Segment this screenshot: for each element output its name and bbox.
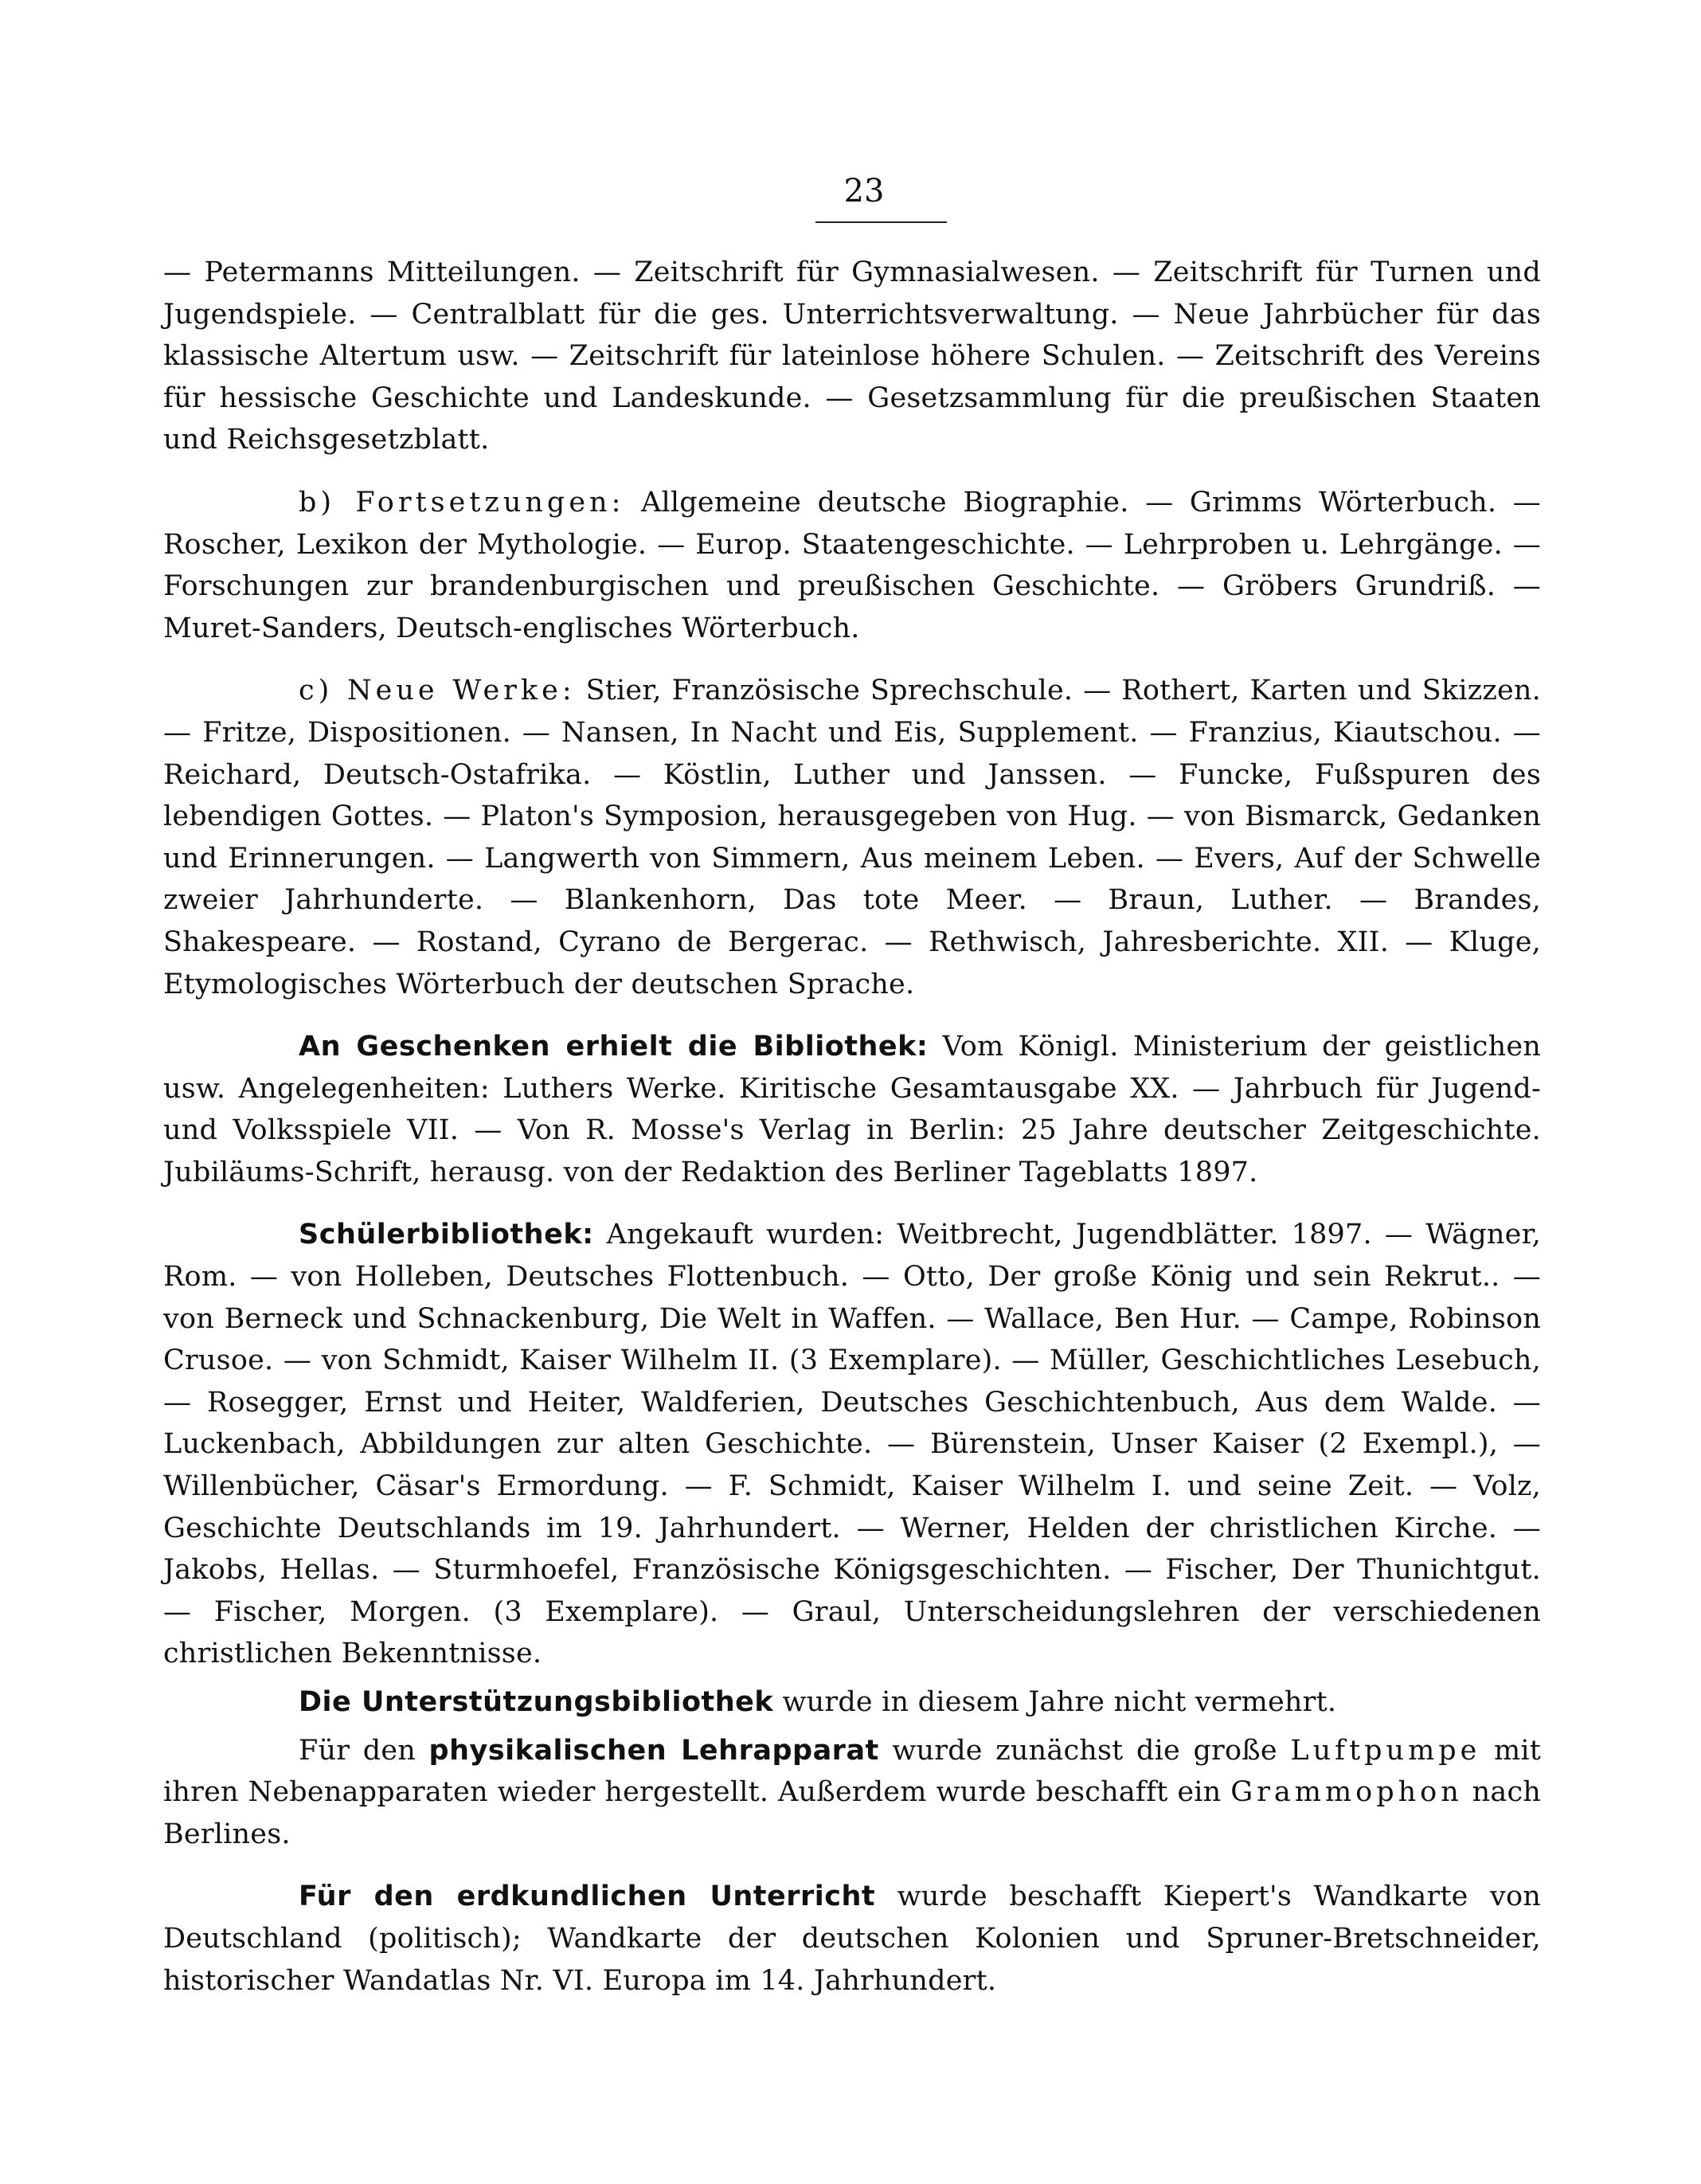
air-pump-term: Luftpumpe: [1290, 1734, 1481, 1767]
new-works-label: c) Neue Werke:: [299, 675, 576, 707]
support-library-heading: Die Unterstützungsbibliothek: [299, 1686, 774, 1718]
physics-text-2: mit ihren Nebenapparaten wieder hergestellt. Außerdem wurde beschafft ein: [163, 1734, 1541, 1809]
physics-heading: physikalischen Lehrapparat: [428, 1734, 879, 1767]
geography-heading: Für den erdkundlichen Unterricht: [299, 1881, 876, 1913]
continuations-label: b) Fortsetzungen:: [299, 486, 625, 519]
new-works-text: Stier, Französische Sprechschule. — Rothert, Karten und Skizzen. — Fritze, Dispositionen. — Nansen, In Nacht und Eis, Supplement. — Franzius, Kiautschou. — Reichard, Deutsch-Ostafrika. — Köstlin, Luther und Janssen. — Funcke, Fußspuren des lebendigen Gottes. — Platon's Symposion, herausgegeben von Hug. — von Bismarck, Gedanken und Erinnerungen. — Langwerth von Simmern, Aus meinem Leben. — Evers, Auf der Schwelle zweier Jahrhunderte. — Blankenhorn, Das tote Meer. — Braun, Luther. — Brandes, Shakespeare. — Rostand, Cyrano de Bergerac. — Rethwisch, Jahresberichte. XII. — Kluge, Etymologisches Wörterbuch der deutschen Sprache.: [163, 675, 1541, 1000]
physics-paragraph: [163, 1730, 1541, 1856]
support-library-text: wurde in diesem Jahre nicht vermehrt.: [773, 1686, 1337, 1718]
document-page: [163, 175, 1541, 2002]
geography-paragraph: [163, 1876, 1541, 2002]
gifts-heading: An Geschenken erhielt die Bibliothek:: [299, 1031, 929, 1063]
geography-text: wurde beschafft Kiepert's Wandkarte von Deutschland (politisch); Wandkarte der deutschen Kolonien und Spruner-Bretschneider, historischer Wandatlas Nr. VI. Europa im 14. Jahrhundert.: [163, 1881, 1541, 1997]
new-works-paragraph: [163, 670, 1541, 1005]
gifts-paragraph: [163, 1026, 1541, 1193]
physics-text-3: nach Berlines.: [163, 1776, 1541, 1850]
gramophone-term: Grammophon: [1230, 1776, 1463, 1809]
continuations-paragraph: [163, 482, 1541, 649]
support-library-paragraph: [163, 1681, 1541, 1724]
student-library-paragraph: [163, 1214, 1541, 1675]
student-library-text: Angekauft wurden: Weitbrecht, Jugendblätter. 1897. — Wägner, Rom. — von Holleben, Deutsches Flottenbuch. — Otto, Der große König und sein Rekrut.. — von Berneck und Schnackenburg, Die Welt in Waffen. — Wallace, Ben Hur. — Campe, Robinson Crusoe. — von Schmidt, Kaiser Wilhelm II. (3 Exemplare). — Müller, Geschichtliches Lesebuch, — Rosegger, Ernst und Heiter, Waldferien, Deutsches Geschichtenbuch, Aus dem Walde. — Luckenbach, Abbildungen zur alten Geschichte. — Bürenstein, Unser Kaiser (2 Exempl.), — Willenbücher, Cäsar's Ermordung. — F. Schmidt, Kaiser Wilhelm I. und seine Zeit. — Volz, Geschichte Deutschlands im 19. Jahrhundert. — Werner, Helden der christlichen Kirche. — Jakobs, Hellas. — Sturmhoefel, Französische Königsgeschichten. — Fischer, Der Thunichtgut. — Fischer, Morgen. (3 Exemplare). — Graul, Unterscheidungslehren der verschiedenen christlichen Bekenntnisse.: [163, 1219, 1541, 1670]
student-library-heading: Schülerbibliothek:: [299, 1219, 594, 1251]
periodicals-paragraph: — Petermanns Mitteilungen. — Zeitschrift für Gymnasialwesen. — Zeitschrift für Turnen und Jugendspiele. — Centralblatt für die ges. Unterrichtsverwaltung. — Neue Jahrbücher für das klassische Altertum usw. — Zeitschrift für lateinlose höhere Schulen. — Zeitschrift des Vereins für hessische Geschichte und Landeskunde. — Gesetzsammlung für die preußischen Staaten und Reichsgesetzblatt.: [163, 256, 1541, 456]
page-number-rule: [815, 221, 947, 223]
continuations-text: Allgemeine deutsche Biographie. — Grimms Wörterbuch. — Roscher, Lexikon der Mythologie. — Europ. Staatengeschichte. — Lehrproben u. Lehrgänge. — Forschungen zur brandenburgischen und preußischen Geschichte. — Gröbers Grundriß. — Muret-Sanders, Deutsch-englisches Wörterbuch.: [163, 486, 1541, 644]
page-number: 23: [843, 173, 885, 209]
physics-text-1: wurde zunächst die große: [878, 1734, 1291, 1767]
physics-prefix: Für den: [299, 1734, 429, 1767]
body-text: [163, 252, 1541, 2002]
gifts-text: Vom Königl. Ministerium der geistlichen usw. Angelegenheiten: Luthers Werke. Kiritische Gesamtausgabe XX. — Jahrbuch für Jugend- und Volksspiele VII. — Von R. Mosse's Verlag in Berlin: 25 Jahre deutscher Zeitgeschichte. Jubiläums-Schrift, herausg. von der Redaktion des Berliner Tageblatts 1897.: [163, 1031, 1541, 1188]
